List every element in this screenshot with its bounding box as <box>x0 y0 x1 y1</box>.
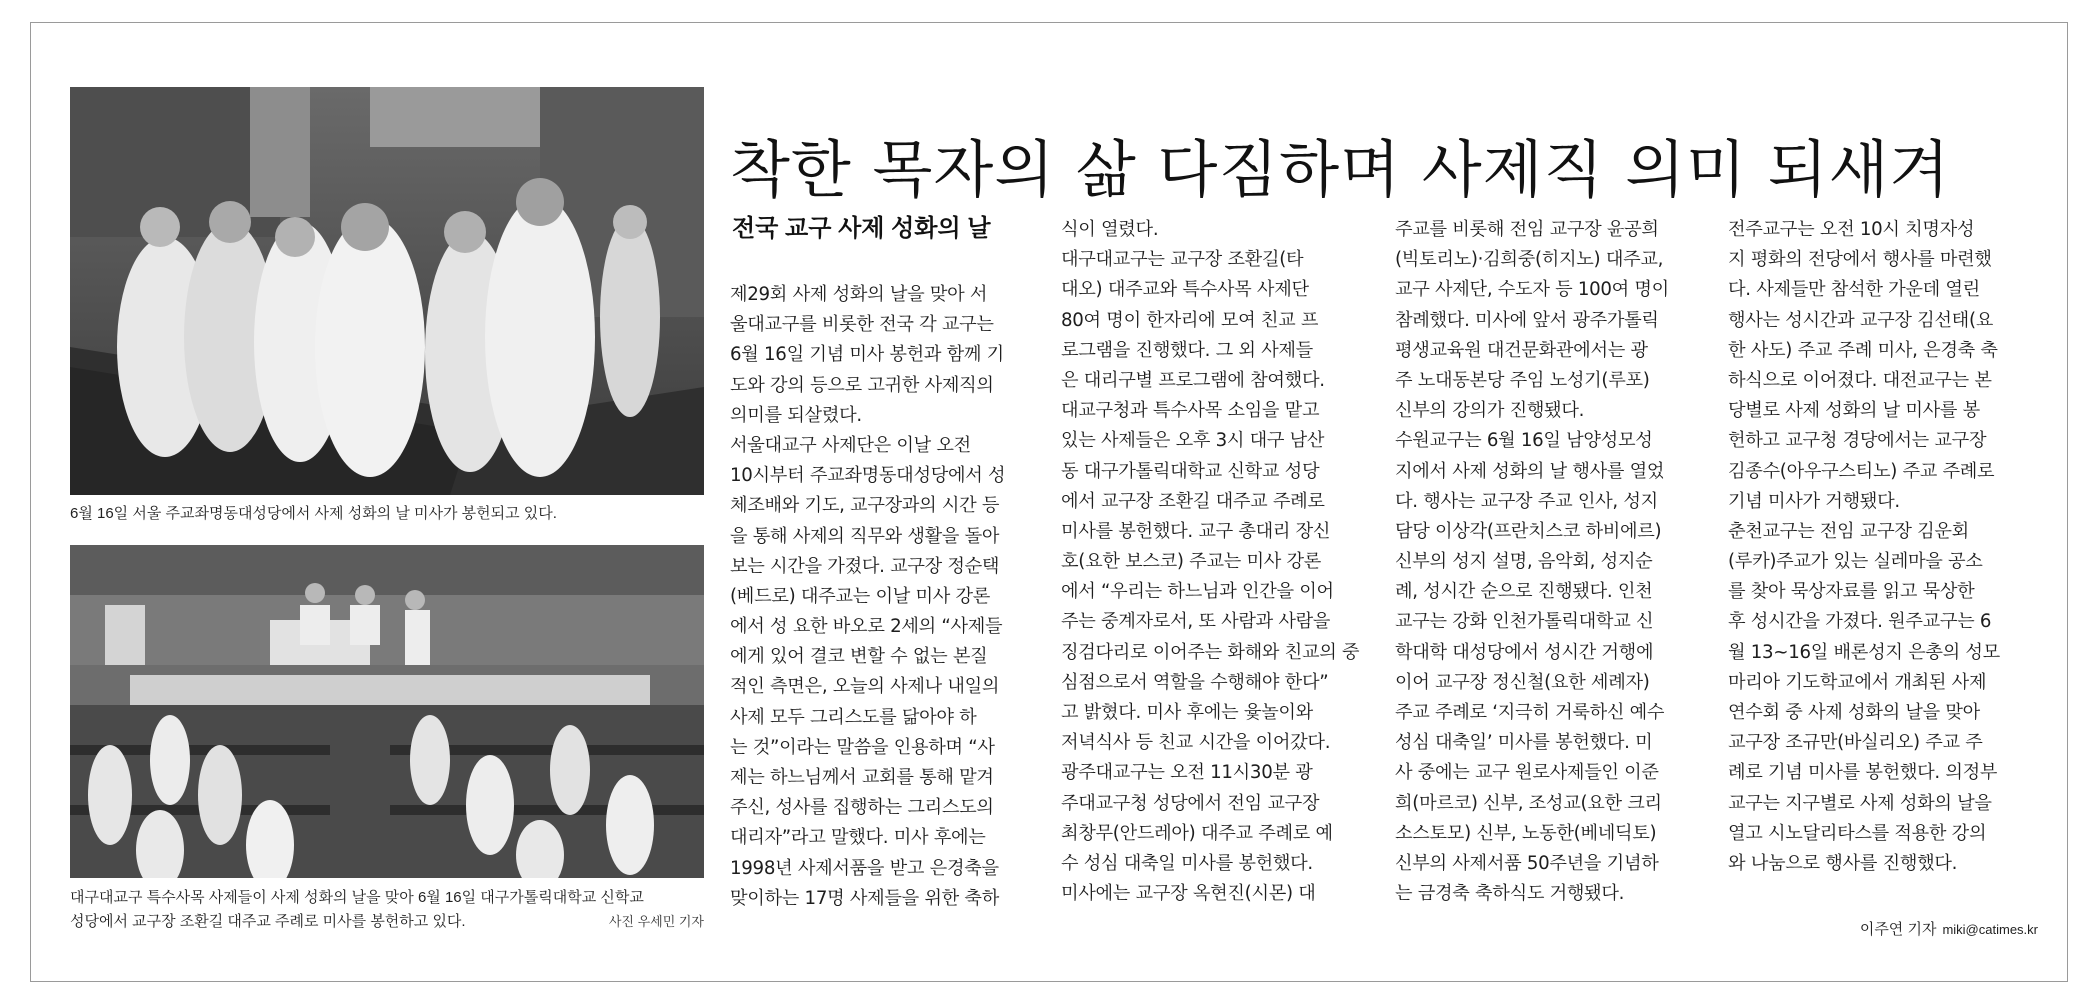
body-text-line: 례로 기념 미사를 봉헌했다. 의정부 <box>1728 762 1998 784</box>
body-text-line: 행사는 성시간과 교구장 김선태(요 <box>1728 309 1994 331</box>
photo2-caption-line: 대구대교구 특수사목 사제들이 사제 성화의 날을 맞아 6월 16일 대구가톨릭대학교 신학교 <box>70 889 644 906</box>
body-text-line: (루카)주교가 있는 실레마을 공소 <box>1728 551 1983 573</box>
body-column-3 <box>1395 215 1700 909</box>
body-text-line: 소스토모) 신부, 노동한(베네딕토) <box>1395 822 1657 844</box>
body-text-line: 연수회 중 사제 성화의 날을 맞아 <box>1728 702 1980 723</box>
headline: 착한 목자의 삶 다짐하며 사제직 의미 되새겨 <box>730 132 1951 206</box>
body-text-line: 미사에는 교구장 옥현진(시몬) 대 <box>1061 883 1316 905</box>
body-text-line: 광주대교구는 오전 11시30분 광 <box>1061 762 1313 784</box>
body-text-line: 성심 대축일’ 미사를 봉헌했다. 미 <box>1395 732 1653 754</box>
body-text-line: 대리자”라고 말했다. 미사 후에는 <box>730 827 986 849</box>
body-text-line: 도와 강의 등으로 고귀한 사제직의 <box>730 374 994 396</box>
body-text-line: 신부의 성지 설명, 음악회, 성지순 <box>1395 551 1653 573</box>
photo-credit: 사진 우세민 기자 <box>608 914 704 929</box>
body-text-line: 기념 미사가 거행됐다. <box>1728 490 1900 512</box>
body-text-line: 대오) 대주교와 특수사목 사제단 <box>1061 279 1309 301</box>
body-text-line: 를 찾아 묵상자료를 읽고 묵상한 <box>1728 581 1975 603</box>
photo2-caption <box>70 886 704 934</box>
body-text-line: 에서 교구장 조환길 대주교 주례로 <box>1061 490 1325 512</box>
body-text-line: 80여 명이 한자리에 모여 친교 프 <box>1061 309 1319 331</box>
body-text-line: 주교를 비롯해 전임 교구장 윤공희 <box>1395 219 1659 240</box>
body-text-line: 사제 모두 그리스도를 닮아야 하 <box>730 706 977 728</box>
body-text-line: 동 대구가톨릭대학교 신학교 성당 <box>1061 460 1320 482</box>
photo-myeongdong-mass <box>70 87 704 495</box>
body-text-line: 주교 주례로 ‘지극히 거룩하신 예수 <box>1395 702 1665 723</box>
body-text-line: 제는 하느님께서 교회를 통해 맡겨 <box>730 767 994 788</box>
body-text-line: 울대교구를 비롯한 전국 각 교구는 <box>730 314 994 336</box>
body-column-2 <box>1061 215 1366 909</box>
body-text-line: 있는 사제들은 오후 3시 대구 남산 <box>1061 430 1325 452</box>
body-text-line: 담당 이상각(프란치스코 하비에르) <box>1395 520 1662 542</box>
body-text-line: 제29회 사제 성화의 날을 맞아 서 <box>730 284 988 305</box>
body-text-line: 에서 “우리는 하느님과 인간을 이어 <box>1061 581 1334 603</box>
body-column-4 <box>1728 215 2033 879</box>
body-text-line: 맞이하는 17명 사제들을 위한 축하 <box>730 887 999 909</box>
body-text-line: 주신, 성사를 집행하는 그리스도의 <box>730 797 994 819</box>
body-text-line: 에게 있어 결코 변할 수 없는 본질 <box>730 646 988 668</box>
body-text-line: 이어 교구장 정신철(요한 세례자) <box>1395 671 1650 693</box>
byline-email: miki@catimes.kr <box>1942 922 2038 937</box>
photo1-caption: 6월 16일 서울 주교좌명동대성당에서 사제 성화의 날 미사가 봉헌되고 있다. <box>70 505 557 522</box>
byline <box>1820 918 2038 939</box>
byline-author: 이주연 기자 <box>1859 921 1937 938</box>
body-text-line: 사 중에는 교구 원로사제들인 이준 <box>1395 762 1659 784</box>
body-text-line: 지에서 사제 성화의 날 행사를 열었 <box>1395 460 1665 482</box>
body-text-line: 주는 중계자로서, 또 사람과 사람을 <box>1061 611 1331 633</box>
body-text-line: 에서 성 요한 바오로 2세의 “사제들 <box>730 616 1003 638</box>
body-text-line: 교구 사제단, 수도자 등 100여 명이 <box>1395 279 1669 301</box>
body-text-line: 전주교구는 오전 10시 치명자성 <box>1728 219 1975 240</box>
body-text-line: 김종수(아우구스티노) 주교 주례로 <box>1728 460 1995 482</box>
body-text-line: 춘천교구는 전임 교구장 김운회 <box>1728 520 1969 542</box>
body-text-line: 수원교구는 6월 16일 남양성모성 <box>1395 430 1653 452</box>
body-text-line: 주대교구청 성당에서 전임 교구장 <box>1061 792 1320 814</box>
body-text-line: 참례했다. 미사에 앞서 광주가톨릭 <box>1395 309 1659 331</box>
body-text-line: 다. 사제들만 참석한 가운데 열린 <box>1728 279 1980 301</box>
body-text-line: 은 대리구별 프로그램에 참여했다. <box>1061 369 1325 391</box>
body-text-line: 1998년 사제서품을 받고 은경축을 <box>730 857 999 879</box>
photo-daegu-seminary-mass <box>70 545 704 878</box>
body-text-line: 수 성심 대축일 미사를 봉헌했다. <box>1061 852 1313 874</box>
body-text-line: 심점으로서 역할을 수행해야 한다” <box>1061 671 1329 693</box>
body-text-line: 희(마르코) 신부, 조성교(요한 크리 <box>1395 792 1662 814</box>
body-text-line: 10시부터 주교좌명동대성당에서 성 <box>730 465 1006 487</box>
body-text-line: 례, 성시간 순으로 진행됐다. 인천 <box>1395 581 1653 603</box>
body-text-line: 한 사도) 주교 주례 미사, 은경축 축 <box>1728 339 1998 361</box>
body-text-line: 미사를 봉헌했다. 교구 총대리 장신 <box>1061 520 1331 542</box>
body-text-line: 교구장 조규만(바실리오) 주교 주 <box>1728 732 1983 754</box>
body-text-line: 월 13~16일 배론성지 은총의 성모 <box>1728 641 2000 663</box>
body-text-line: 의미를 되살렸다. <box>730 404 862 426</box>
body-text-line: 고 밝혔다. 미사 후에는 윷놀이와 <box>1061 702 1313 723</box>
subhead: 전국 교구 사제 성화의 날 <box>732 215 991 242</box>
body-text-line: 적인 측면은, 오늘의 사제나 내일의 <box>730 676 1000 698</box>
body-text-line: 교구는 지구별로 사제 성화의 날을 <box>1728 792 1992 814</box>
body-text-line: 다. 행사는 교구장 주교 인사, 성지 <box>1395 490 1658 512</box>
body-text-line: (베드로) 대주교는 이날 미사 강론 <box>730 585 991 607</box>
body-text-line: 징검다리로 이어주는 화해와 친교의 중 <box>1061 641 1360 663</box>
body-text-line: 보는 시간을 가졌다. 교구장 정순택 <box>730 555 1000 577</box>
body-text-line: 마리아 기도학교에서 개최된 사제 <box>1728 671 1987 693</box>
body-text-line: 는 금경축 축하식도 거행됐다. <box>1395 883 1625 905</box>
body-text-line: 신부의 강의가 진행됐다. <box>1395 400 1585 422</box>
body-text-line: 후 성시간을 가졌다. 원주교구는 6 <box>1728 611 1992 633</box>
body-text-line: 대구대교구는 교구장 조환길(타 <box>1061 249 1304 271</box>
body-text-line: 신부의 사제서품 50주년을 기념하 <box>1395 852 1659 874</box>
body-text-line: 을 통해 사제의 직무와 생활을 돌아 <box>730 525 1000 547</box>
body-text-line: (빅토리노)·김희중(히지노) 대주교, <box>1395 249 1664 271</box>
body-text-line: 대교구청과 특수사목 소임을 맡고 <box>1061 400 1320 422</box>
body-text-line: 교구는 강화 인천가톨릭대학교 신 <box>1395 611 1654 633</box>
body-text-line: 하식으로 이어졌다. 대전교구는 본 <box>1728 369 1992 391</box>
body-text-line: 호(요한 보스코) 주교는 미사 강론 <box>1061 551 1322 573</box>
photo2-caption-line: 성당에서 교구장 조환길 대주교 주례로 미사를 봉헌하고 있다. <box>70 913 466 930</box>
body-text-line: 열고 시노달리타스를 적용한 강의 <box>1728 822 1987 844</box>
body-text-line: 당별로 사제 성화의 날 미사를 봉 <box>1728 400 1980 422</box>
body-text-line: 6월 16일 기념 미사 봉헌과 함께 기 <box>730 344 1004 366</box>
body-text-line: 최창무(안드레아) 대주교 주례로 예 <box>1061 822 1333 844</box>
body-text-line: 로그램을 진행했다. 그 외 사제들 <box>1061 339 1313 361</box>
body-text-line: 지 평화의 전당에서 행사를 마련했 <box>1728 249 1992 271</box>
body-text-line: 식이 열렸다. <box>1061 219 1159 240</box>
body-text-line: 서울대교구 사제단은 이날 오전 <box>730 434 971 456</box>
body-column-1 <box>730 280 1035 914</box>
body-text-line: 저녁식사 등 친교 시간을 이어갔다. <box>1061 732 1331 754</box>
body-text-line: 헌하고 교구청 경당에서는 교구장 <box>1728 430 1987 452</box>
body-text-line: 평생교육원 대건문화관에서는 광 <box>1395 339 1648 361</box>
body-text-line: 주 노대동본당 주임 노성기(루포) <box>1395 369 1650 391</box>
body-text-line: 와 나눔으로 행사를 진행했다. <box>1728 852 1958 874</box>
body-text-line: 는 것”이라는 말씀을 인용하며 “사 <box>730 736 995 758</box>
body-text-line: 체조배와 기도, 교구장과의 시간 등 <box>730 495 1000 517</box>
body-text-line: 학대학 대성당에서 성시간 거행에 <box>1395 641 1654 663</box>
